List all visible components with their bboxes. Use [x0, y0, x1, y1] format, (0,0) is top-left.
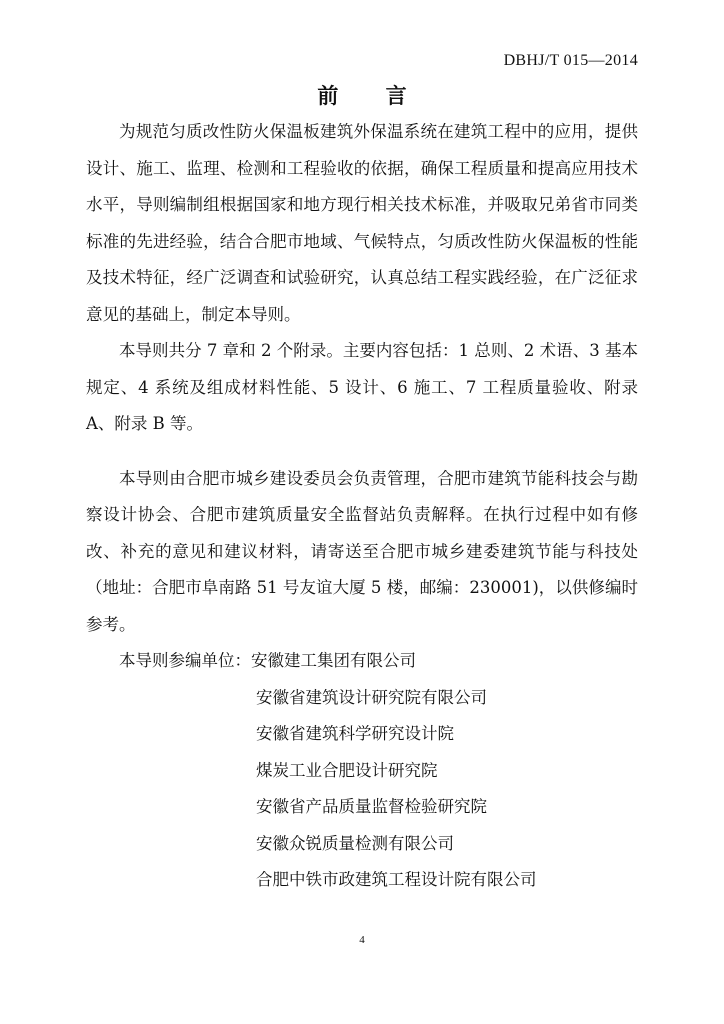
paragraph-management: 本导则由合肥市城乡建设委员会负责管理，合肥市建筑节能科技会与勘察设计协会、合肥市建筑质量安全监督站负责解释。在执行过程中如有修改、补充的意见和建议材料，请寄送至合肥市城乡建委建筑节能与科技处（地址：合肥市阜南路 51 号友谊大厦 5 楼，邮编：230001)，以供修编时参考。: [86, 468, 638, 634]
list-item: 合肥中铁市政建筑工程设计院有限公司: [256, 870, 537, 889]
document-code: DBHJ/T 015—2014: [503, 52, 638, 69]
list-item: 安徽建工集团有限公司: [251, 651, 416, 670]
list-item: 安徽省建筑科学研究设计院: [256, 724, 454, 743]
participating-units-list: [86, 680, 638, 899]
page-number: 4: [359, 934, 365, 946]
page-title: 前 言: [317, 84, 427, 108]
list-item: 安徽省建筑设计研究院有限公司: [256, 687, 487, 707]
list-item: 煤炭工业合肥设计研究院: [256, 760, 438, 780]
list-item: 安徽众锐质量检测有限公司: [256, 833, 454, 853]
document-body: [86, 114, 638, 899]
participating-units-label: 本导则参编单位：安徽建工集团有限公司: [119, 651, 416, 670]
paragraph-purpose: 为规范匀质改性防火保温板建筑外保温系统在建筑工程中的应用，提供设计、施工、监理、检测和工程验收的依据，确保工程质量和提高应用技术水平，导则编制组根据国家和地方现行相关技术标准，并吸取兄弟省市同类标准的先进经验，结合合肥市地域、气候特点，匀质改性防火保温板的性能及技术特征，经广泛调查和试验研究，认真总结工程实践经验，在广泛征求意见的基础上，制定本导则。: [86, 122, 638, 324]
paragraph-contents: 本导则共分 7 章和 2 个附录。主要内容包括：1 总则、2 术语、3 基本规定、4 系统及组成材料性能、5 设计、6 施工、7 工程质量验收、附录 A、附录 B 等。: [86, 341, 638, 433]
list-item: 安徽省产品质量监督检验研究院: [256, 797, 487, 816]
